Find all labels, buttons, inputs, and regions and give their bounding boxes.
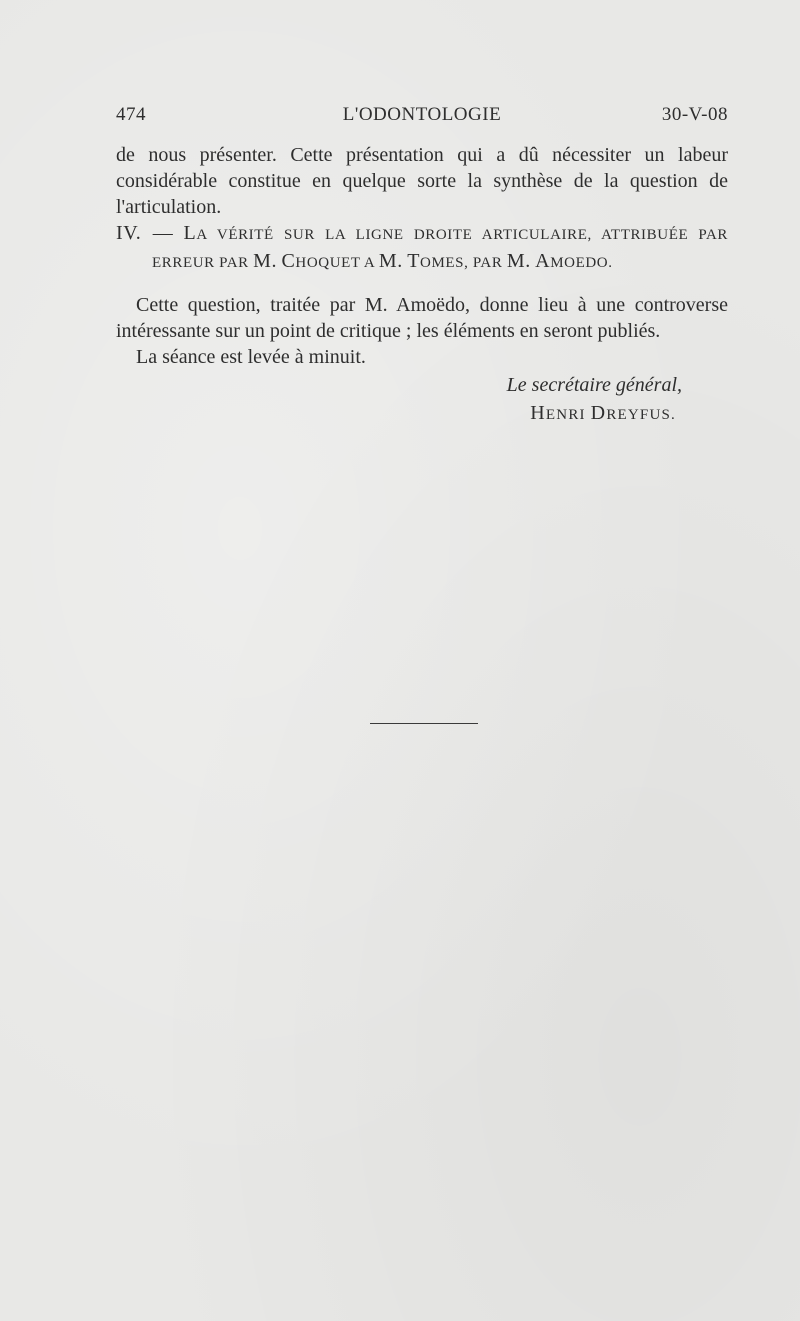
signature-first-initial: H bbox=[530, 402, 546, 424]
section-title-rest: A VÉRITÉ SUR LA LIGNE DROITE ARTICULAIRE, ATTRIBUÉE PAR ERREUR PAR bbox=[152, 227, 728, 271]
running-title: L'ODONTOLOGIE bbox=[342, 104, 502, 125]
name1-rest: HOQUET bbox=[295, 255, 361, 271]
paragraph-3: La séance est levée à minuit. bbox=[136, 346, 366, 368]
m-abbrev-2: M. bbox=[378, 250, 403, 272]
section-heading-iv bbox=[116, 220, 728, 276]
m-abbrev-3: M. bbox=[506, 250, 531, 272]
signature-name bbox=[116, 400, 682, 428]
signature-role: Le secrétaire général, bbox=[506, 374, 682, 396]
name1-initial: C bbox=[281, 250, 296, 272]
word-par: PAR bbox=[472, 255, 503, 271]
word-a: A bbox=[363, 255, 375, 271]
name3-initial: A bbox=[535, 250, 551, 272]
issue-date: 30-V-08 bbox=[661, 104, 728, 125]
page-number: 474 bbox=[116, 104, 146, 125]
section-numeral: IV. — bbox=[116, 222, 174, 244]
page-header bbox=[116, 104, 728, 134]
m-abbrev-1: M. bbox=[253, 250, 278, 272]
name2-rest: OMES, bbox=[420, 255, 469, 271]
name2-initial: T bbox=[407, 250, 421, 272]
section-title-initial: L bbox=[183, 222, 197, 244]
signature-last-rest: REYFUS. bbox=[606, 407, 676, 423]
signature-first-rest: ENRI bbox=[545, 407, 586, 423]
paragraph-2: Cette question, traitée par M. Amoëdo, donne lieu à une controverse intéressante sur un point de critique ; les éléments en seront publiés. bbox=[116, 294, 728, 342]
page-body bbox=[116, 142, 728, 428]
end-rule-divider bbox=[370, 723, 478, 724]
signature-last-initial: D bbox=[590, 402, 607, 424]
signature-block bbox=[116, 372, 728, 428]
paragraph-1: de nous présenter. Cette présentation qui a dû nécessiter un labeur considérable constitue en quelque sorte la synthèse de la question de l'articulation. bbox=[116, 144, 728, 218]
name3-rest: MOEDO. bbox=[550, 255, 613, 271]
